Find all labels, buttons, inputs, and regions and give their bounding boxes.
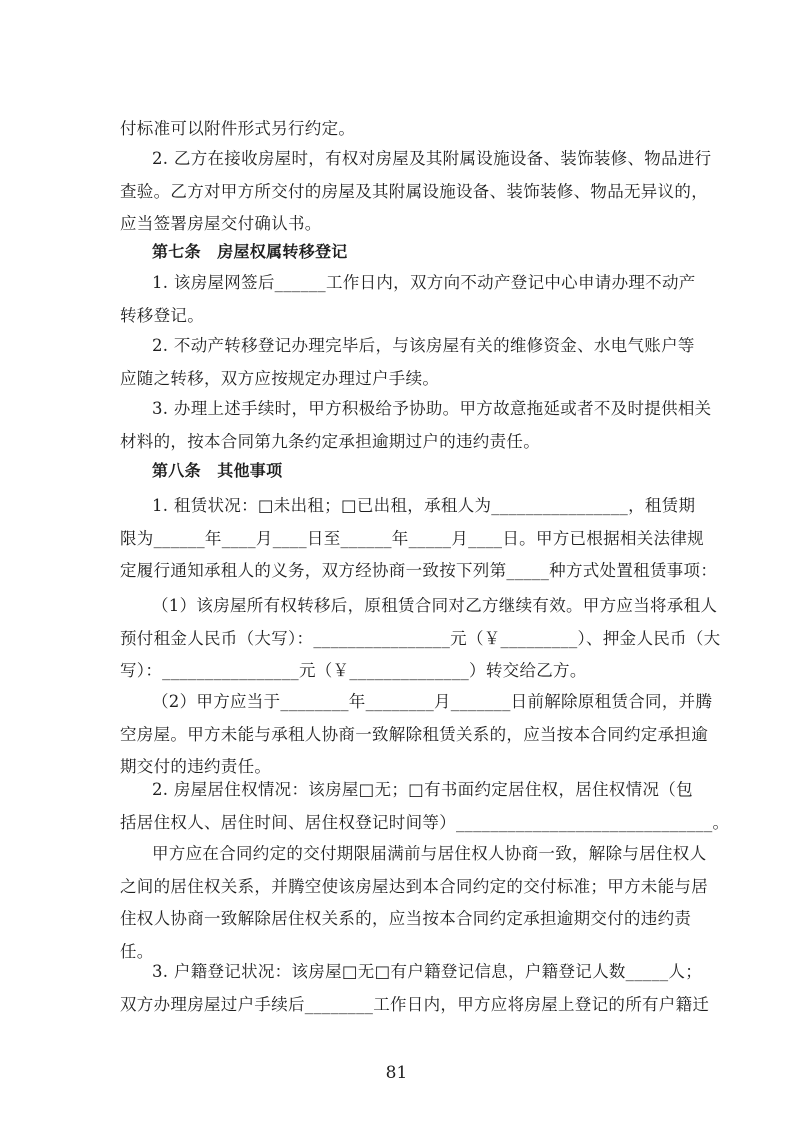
text-line: （1）该房屋所有权转移后，原租赁合同对乙方继续有效。甲方应当将承租人: [152, 596, 718, 615]
paragraph-8-2: [120, 774, 730, 839]
text-line: 写）：________________元（￥______________）转交给乙方。: [120, 661, 587, 680]
text-line: 任。: [120, 941, 154, 961]
article-8-heading: 第八条 其他事项: [152, 461, 283, 480]
paragraph-7-2: [120, 330, 695, 395]
text-line: 2. 乙方在接收房屋时，有权对房屋及其附属设施设备、装饰装修、物品进行: [152, 149, 712, 168]
paragraph-7-1: [120, 267, 696, 332]
text-line: 预付租金人民币（大写）：________________元（￥_________）、押金人民币（大: [120, 628, 721, 648]
text-line: 2. 不动产转移登记办理完毕后，与该房屋有关的维修资金、水电气账户等: [152, 336, 695, 355]
text-line: 转移登记。: [120, 305, 204, 325]
text-line: 3. 办理上述手续时，甲方积极给予协助。甲方故意拖延或者不及时提供相关: [152, 399, 712, 418]
text-line: 1. 该房屋网签后______工作日内，双方向不动产登记中心申请办理不动产: [152, 273, 696, 292]
text-line: 空房屋。甲方未能与承租人协商一致解除租赁关系的，应当按本合同约定承担逾: [120, 724, 708, 744]
text-line: 应当签署房屋交付确认书。: [120, 214, 322, 233]
paragraph-8-1-option-2: [120, 686, 713, 784]
paragraph-8-2-continued: [120, 838, 708, 968]
paragraph-8-1-option-1: [120, 590, 721, 688]
text-line: （2）甲方应当于________年________月_______日前解除原租赁合同，并腾: [152, 692, 713, 711]
text-line: 应随之转移，双方应按规定办理过户手续。: [120, 368, 440, 388]
article-7-heading: 第七条 房屋权属转移登记: [152, 242, 348, 261]
text-line: 住权人协商一致解除居住权关系的，应当按本合同约定承担逾期交付的违约责: [120, 909, 692, 928]
text-line: 双方办理房屋过户手续后________工作日内，甲方应将房屋上登记的所有户籍迁: [120, 994, 710, 1014]
page-number: 81: [385, 1063, 408, 1083]
text-line: 付标准可以附件形式另行约定。: [120, 119, 356, 138]
paragraph-8-1: [120, 490, 718, 588]
paragraph-8-3: [120, 956, 710, 1021]
paragraph-inspection: [120, 143, 712, 241]
text-line: 括居住权人、居住时间、居住权登记时间等）______________________________。: [120, 812, 730, 832]
text-line: 之间的居住权关系，并腾空使该房屋达到本合同约定的交付标准；甲方未能与居: [120, 876, 708, 896]
text-line: 限为______年____月____日至______年_____月____日。甲方已根据相关法律规: [120, 528, 704, 548]
text-line: 定履行通知承租人的义务，双方经协商一致按下列第_____种方式处置租赁事项：: [120, 561, 718, 580]
text-line: 期交付的违约责任。: [120, 757, 272, 776]
text-line: 2. 房屋居住权情况：该房屋□无；□有书面约定居住权，居住权情况（包: [152, 780, 693, 799]
section-heading-article-8: [120, 455, 680, 488]
text-line: 查验。乙方对甲方所交付的房屋及其附属设施设备、装饰装修、物品无异议的，: [120, 181, 708, 201]
section-heading-article-7: [120, 236, 680, 269]
text-line: 甲方应在合同约定的交付期限届满前与居住权人协商一致，解除与居住权人: [152, 844, 707, 863]
paragraph-delivery-standard: [120, 113, 680, 146]
text-line: 1. 租赁状况：□未出租；□已出租，承租人为________________，租赁期: [152, 496, 696, 515]
text-line: 3. 户籍登记状况：该房屋□无□有户籍登记信息，户籍登记人数_____人；: [152, 962, 703, 981]
paragraph-7-3: [120, 393, 712, 458]
text-line: 材料的，按本合同第九条约定承担逾期过户的违约责任。: [120, 431, 540, 451]
